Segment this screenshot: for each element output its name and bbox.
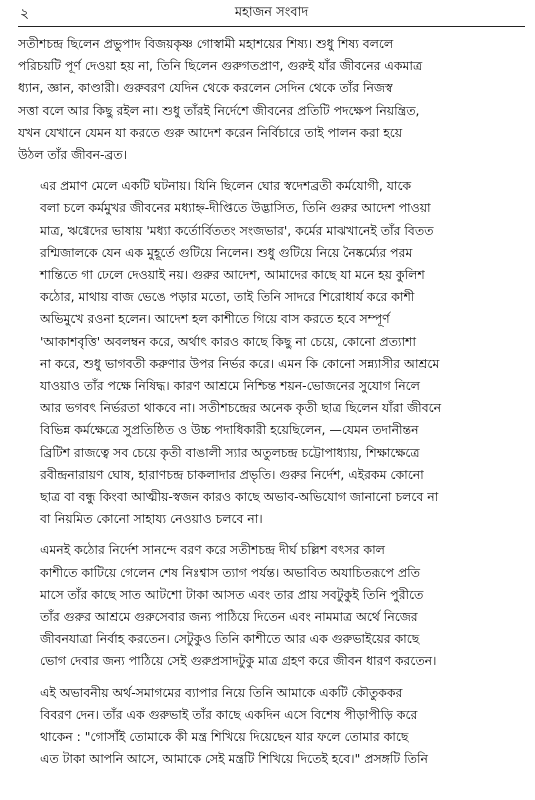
text-line: মাসে তাঁর কাছে সাত আটশো টাকা আসত এবং তার প্রায় সবটুকুই তিনি পুরীতে — [40, 586, 424, 602]
text-line: উঠল তাঁর জীবন-ব্রত। — [18, 147, 128, 163]
paragraph — [18, 539, 525, 672]
text-line: জীবনযাত্রা নির্বাহ করতেন। সেটুকুও তিনি কাশীতে আর এক গুরুভাইয়ের কাছে — [40, 631, 420, 647]
text-line: বিভিন্ন কর্মক্ষেত্রে সুপ্রতিষ্ঠিত ও উচ্চ পদাধিকারী হয়েছিলেন, —যেমন তদানীন্তন — [40, 422, 419, 438]
text-line: বলা চলে কর্মমুখর জীবনের মধ্যাহ্ন-দীপ্তিতে উদ্ভাসিত, তিনি গুরুর আদেশ পাওয়া — [40, 200, 431, 216]
text-line: সত্তা বলে আর কিছু রইল না। শুধু তাঁরই নির্দেশে জীবনের প্রতিটি পদক্ষেপ নিয়ন্ত্রিত, — [18, 102, 420, 118]
text-line: আর ভগবৎ নির্ভরতা থাকবে না। সতীশচন্দ্রের অনেক কৃতী ছাত্র ছিলেন যাঁরা জীবনে — [40, 400, 441, 416]
text-line: অভিমুখে রওনা হলেন। আদেশ হল কাশীতে গিয়ে বাস করতে হবে সম্পূর্ণ — [40, 311, 390, 327]
text-line: থাকেন : "গোসাঁই তোমাকে কী মন্ত্র শিখিয়ে দিয়েছেন যার ফলে তোমার কাছে — [40, 729, 409, 745]
text-line: ব্রিটিশ রাজত্বে সব চেয়ে কৃতী বাঙালী স্যার অতুলচন্দ্র চট্টোপাধ্যায়, শিক্ষাক্ষেত্রে — [40, 444, 420, 460]
running-title: মহাজন সংবাদ — [234, 5, 309, 20]
paragraph — [18, 175, 525, 530]
text-line: সতীশচন্দ্র ছিলেন প্রভুপাদ বিজয়কৃষ্ণ গোস্বামী মহাশয়ের শিষ্য। শুধু শিষ্য বললে — [18, 36, 394, 51]
page-header — [18, 0, 525, 27]
text-line: যাওয়াও তাঁর পক্ষে নিষিদ্ধ। কারণ আশ্রমে নিশ্চিন্ত শয়ন-ভোজনের সুযোগ নিলে — [40, 378, 420, 394]
text-line: ছাত্র বা বন্ধু কিংবা আত্মীয়-স্বজন কারও কাছে অভাব-অভিযোগ জানানো চলবে না — [40, 489, 439, 505]
text-line: যখন যেখানে যেমন যা করতে গুরু আদেশ করেন নির্বিচারে তাই পালন করা হয়ে — [18, 124, 403, 140]
text-line: এত টাকা আপনি আসে, আমাকে সেই মন্ত্রটি শিখিয়ে দিতেই হবে।" প্রসঙ্গটি তিনি — [40, 751, 428, 767]
text-line: ভোগ দেবার জন্য পাঠিয়ে সেই গুরুপ্রসাদটুকু মাত্র গ্রহণ করে জীবন ধারণ করতেন। — [40, 653, 437, 669]
text-line: বিবরণ দেন। তাঁর এক গুরুভাই তাঁর কাছে একদিন এসে বিশেষ পীড়াপীড়ি করে — [40, 706, 418, 722]
text-line: রবীন্দ্রনারায়ণ ঘোষ, হারাণচন্দ্র চাকলাদার প্রভৃতি। গুরুর নির্দেশ, এইরকম কোনো — [40, 466, 424, 482]
text-line: রশ্মিজালকে যেন এক মুহূর্তে গুটিয়ে নিলেন। শুধু গুটিয়ে নিয়ে নৈষ্কর্ম্যের পরম — [40, 244, 413, 260]
text-line: ধ্যান, জ্ঞান, কাণ্ডারী। গুরুবরণ যেদিন থেকে করলেন সেদিন থেকে তাঁর নিজস্ব — [18, 80, 393, 96]
text-line: কঠোর, মাথায় বাজ ভেঙে পড়ার মতো, তাই তিনি সাদরে শিরোধার্য করে কাশী — [40, 289, 415, 305]
text-line: কাশীতে কাটিয়ে গেলেন শেষ নিঃশ্বাস ত্যাগ পর্যন্ত। অভাবিত অযাচিতরূপে প্রতি — [40, 564, 420, 580]
text-line: পরিচয়টি পূর্ণ দেওয়া হয় না, তিনি ছিলেন গুরুগতপ্রাণ, গুরুই যাঁর জীবনের একমাত্র — [18, 58, 423, 74]
text-line: মাত্র, ঋগ্বেদের ভাষায় 'মধ্যা কর্তোর্বিততং সংজভার', কর্মের মাঝখানেই তাঁর বিতত — [40, 222, 434, 238]
text-line: তাঁর গুরুর আশ্রমে গুরুসেবার জন্য পাঠিয়ে দিতেন এবং নামমাত্র অর্থে নিজের — [40, 609, 418, 625]
text-line: বা নিয়মিত কোনো সাহায্য নেওয়াও চলবে না। — [40, 511, 263, 527]
body-text — [18, 33, 525, 771]
text-line: না করে, শুধু ভাগবতী করুণার উপর নির্ভর করে। এমন কি কোনো সন্ন্যাসীর আশ্রমে — [40, 355, 440, 371]
paragraph — [18, 682, 525, 771]
text-line: এই অভাবনীয় অর্থ-সমাগমের ব্যাপার নিয়ে তিনি আমাকে একটি কৌতুককর — [40, 684, 403, 700]
paragraph — [18, 33, 525, 166]
text-line: এর প্রমাণ মেলে একটি ঘটনায়। যিনি ছিলেন ঘোর স্বদেশব্রতী কর্মযোগী, যাকে — [40, 178, 412, 194]
text-line: 'আকাশবৃত্তি' অবলম্বন করে, অর্থাৎ কারও কাছে কিছু না চেয়ে, কোনো প্রত্যাশা — [40, 333, 416, 349]
page-number: ২ — [20, 6, 30, 22]
text-line: শান্তিতে গা ঢেলে দেওয়াই নয়। গুরুর আদেশ, আমাদের কাছে যা মনে হয় কুলিশ — [40, 267, 425, 283]
text-line: এমনই কঠোর নির্দেশ সানন্দে বরণ করে সতীশচন্দ্র দীর্ঘ চল্লিশ বৎসর কাল — [40, 542, 385, 558]
